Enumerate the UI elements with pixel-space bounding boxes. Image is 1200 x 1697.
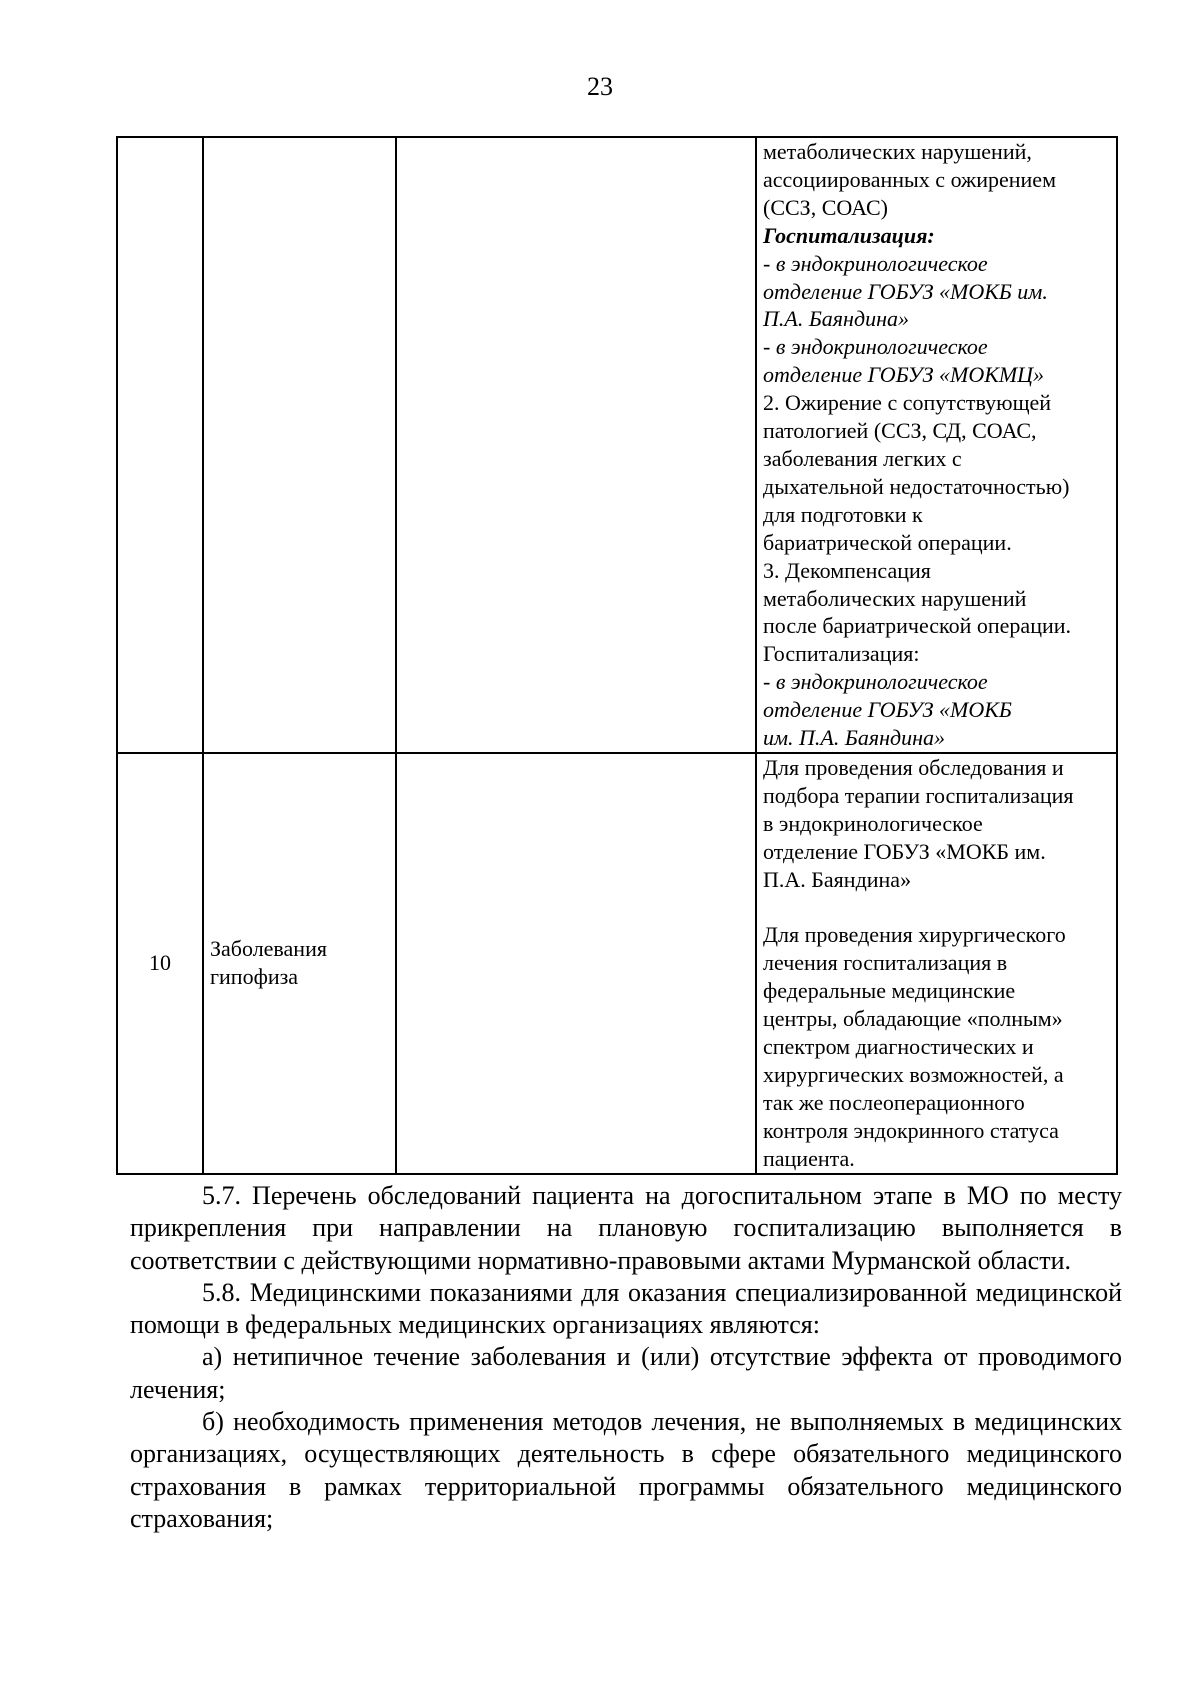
cell-text-line: Госпитализация: xyxy=(763,222,935,248)
cell-text-line: метаболических нарушений, xyxy=(763,139,1032,164)
cell-text-line: отделение ГОБУЗ «МОКБ xyxy=(763,697,1012,723)
cell-text-line: дыхательной недостаточностью) xyxy=(763,473,1070,499)
paragraph: а) нетипичное течение заболевания и (или) отсутствие эффекта от проводимого лечения; xyxy=(130,1342,1122,1404)
cell-text-line: Для проведения обследования и xyxy=(763,754,1064,780)
indications-table xyxy=(116,136,1118,1175)
cell-text-line: спектром диагностических и xyxy=(763,1033,1034,1059)
cell-text-line: для подготовки к xyxy=(763,501,923,527)
cell-text-line: (ССЗ, СОАС) xyxy=(763,194,888,220)
cell-text-line: после бариатрической операции. xyxy=(763,613,1072,639)
paragraph: 5.8. Медицинскими показаниями для оказания специализированной медицинской помощи в федеральных медицинских организациях являются: xyxy=(130,1277,1122,1340)
cell-text-line: подбора терапии госпитализация xyxy=(763,782,1074,808)
cell-text-line: контроля эндокринного статуса xyxy=(763,1117,1059,1143)
hospitalization-text xyxy=(763,138,1112,752)
cell-text-line: лечения госпитализация в xyxy=(763,950,1008,976)
cell-text-line: отделение ГОБУЗ «МОКБ им. xyxy=(763,278,1048,304)
table-row xyxy=(117,753,1117,1174)
cell-text-line: 3. Декомпенсация xyxy=(763,557,931,583)
cell-text-line: отделение ГОБУЗ «МОКБ им. xyxy=(763,838,1046,864)
hospitalization-text xyxy=(763,754,1112,1173)
row-number-cell xyxy=(117,137,203,753)
blank-line xyxy=(763,893,1112,921)
table-row xyxy=(117,137,1117,753)
cell-text-line: Для проведения хирургического xyxy=(763,922,1066,948)
cell-text-line: - в эндокринологическое xyxy=(763,669,988,695)
cell-text-line: хирургических возможностей, а xyxy=(763,1061,1064,1087)
disease-cell xyxy=(203,753,396,1174)
cell-text-line: Госпитализация: xyxy=(763,641,920,667)
cell-text-line: пациента. xyxy=(763,1145,855,1171)
cell-text-line: 2. Ожирение с сопутствующей xyxy=(763,390,1052,416)
cell-text-line: заболевания легких с xyxy=(763,445,962,471)
cell-text-line: - в эндокринологическое xyxy=(763,250,988,276)
paragraph: 5.7. Перечень обследований пациента на догоспитальном этапе в МО по месту прикрепления при направлении на плановую госпитализацию выполняется в соответствии с действующими нормативно-правовыми актами Мурманской области. xyxy=(130,1181,1122,1275)
cell-text-line: им. П.А. Баяндина» xyxy=(763,725,946,751)
cell-text-line: - в эндокринологическое xyxy=(763,334,988,360)
disease-cell xyxy=(203,137,396,753)
row-number-cell: 10 xyxy=(117,753,203,1174)
page-number: 23 xyxy=(587,72,613,101)
hospitalization-cell xyxy=(756,137,1117,753)
disease-name-line: гипофиза xyxy=(210,964,299,990)
cell-text-line: федеральные медицинские xyxy=(763,978,1016,1004)
cell-text-line: П.А. Баяндина» xyxy=(763,866,912,892)
cell-text-line: так же послеоперационного xyxy=(763,1089,1025,1115)
cell-text-line: П.А. Баяндина» xyxy=(763,306,909,332)
cell-text-line: ассоциированных с ожирением xyxy=(763,166,1056,192)
cell-text-line: метаболических нарушений xyxy=(763,585,1027,611)
conditions-cell xyxy=(396,137,756,753)
paragraph: б) необходимость применения методов лечения, не выполняемых в медицинских организациях, осуществляющих деятельность в сфере обязательного медицинского страхования в рамках территориальной программы обязательного медицинского страхования; xyxy=(130,1407,1122,1533)
conditions-cell xyxy=(396,753,756,1174)
cell-text-line: бариатрической операции. xyxy=(763,529,1012,555)
disease-name-line: Заболевания xyxy=(210,936,327,962)
hospitalization-cell xyxy=(756,753,1117,1174)
cell-text-line: в эндокринологическое xyxy=(763,810,983,836)
cell-text-line: отделение ГОБУЗ «МОКМЦ» xyxy=(763,362,1045,388)
cell-text-line: патологией (ССЗ, СД, СОАС, xyxy=(763,418,1037,444)
body-text xyxy=(130,1180,1122,1535)
cell-text-line: центры, обладающие «полным» xyxy=(763,1006,1063,1032)
